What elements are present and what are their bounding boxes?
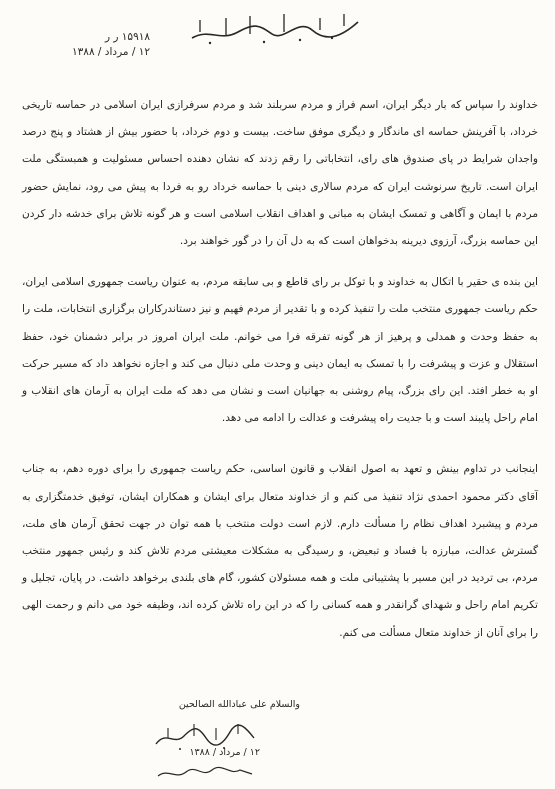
closing-phrase: والسلام علی عبادالله الصالحین — [178, 699, 300, 710]
reference-block — [40, 30, 150, 60]
reference-number: ۱۵۹۱۸ ر ر — [104, 31, 150, 43]
signature-date: ۱۲ / مرداد / ۱۳۸۸ — [189, 747, 260, 758]
reference-date: ۱۲ / مرداد / ۱۳۸۸ — [72, 46, 150, 58]
paragraph-3: اینجانب در تداوم بینش و تعهد به اصول انقلاب و قانون اساسی، حکم ریاست جمهوری را برای دوره دهم، به جناب آقای دکتر محمود احمدی نژاد تنفیذ می کنم و از خداوند متعال برای ایشان و همکاران ایشان، توفیق خدمتگزاری به مردم و پیشبرد اهداف نظام را مسألت دارم. لازم است دولت منتخب با همه توان در جهت تحقق آرمان های ملت، گسترش عدالت، مبارزه با فساد و تبعیض، و رسیدگی به مشکلات معیشتی مردم تلاش کند و رئیس جمهور منتخب مردم، بی تردید در این مسیر با پشتیبانی ملت و همه مسئولان کشور، گام های بلندی برخواهد داشت. در پایان، تجلیل و تکریم امام راحل و شهدای گرانقدر و همه کسانی را که در این راه تلاش کرده اند، وظیفه خود می دانم و رحمت الهی را برای آنان از خداوند متعال مسألت می کنم. — [22, 463, 538, 639]
paragraph-2: این بنده ی حقیر با اتکال به خداوند و با توکل بر رای قاطع و بی سابقه مردم، به عنوان ریاست جمهوری اسلامی ایران، حکم ریاست جمهوری منتخب ملت را تنفیذ کرده و با تقدیر از مردم فهیم و نیز دستاندرکاران برگزاری انتخابات، ملت را به حفظ وحدت و همدلی و پرهیز از هر گونه تفرقه فرا می خوانم. ملت ایران امروز در برابر دشمنان خود، حفظ استقلال و عزت و پیشرفت را با تمسک به ایمان دینی و وحدت ملی دنبال می کند و اجازه نخواهد داد که مسیر حرکت او به خطر افتد. این رای بزرگ، پیام روشنی به جهانیان است و نشان می دهد که ملت ایران به آرمان های انقلاب و امام راحل پایبند است و با جدیت راه پیشرفت و عدالت را ادامه می دهد. — [22, 276, 538, 425]
basmala-calligraphy — [180, 8, 370, 48]
letter-body — [22, 92, 538, 661]
initials-mark — [150, 762, 260, 784]
paragraph-1: خداوند را سپاس که بار دیگر ایران، اسم فراز و مردم سربلند شد و مردم سرفرازی ایران اسلامی در حماسه تاریخی خرداد، با آفرینش حماسه ای ماندگار و دیگری موفق ساخت. بیست و دوم خرداد، با حضور بیش از هشتاد و پنج درصد واجدان شرایط در پای صندوق های رای، انتخاباتی را رقم زدند که نشان دهنده احساس مسئولیت و همبستگی ملت ایران است. تاریخ سرنوشت ایران که مردم سالاری دینی با حماسه خرداد رو به فردا به پیش می رود، نمایش حضور مردم با ایمان و آگاهی و تمسک ایشان به مبانی و اهداف انقلاب اسلامی است و هر گونه تلاش برای خدشه دار کردن این حماسه بزرگ، آرزوی دیرینه بدخواهان است که به دل آن را در گور خواهند برد. — [22, 99, 538, 248]
